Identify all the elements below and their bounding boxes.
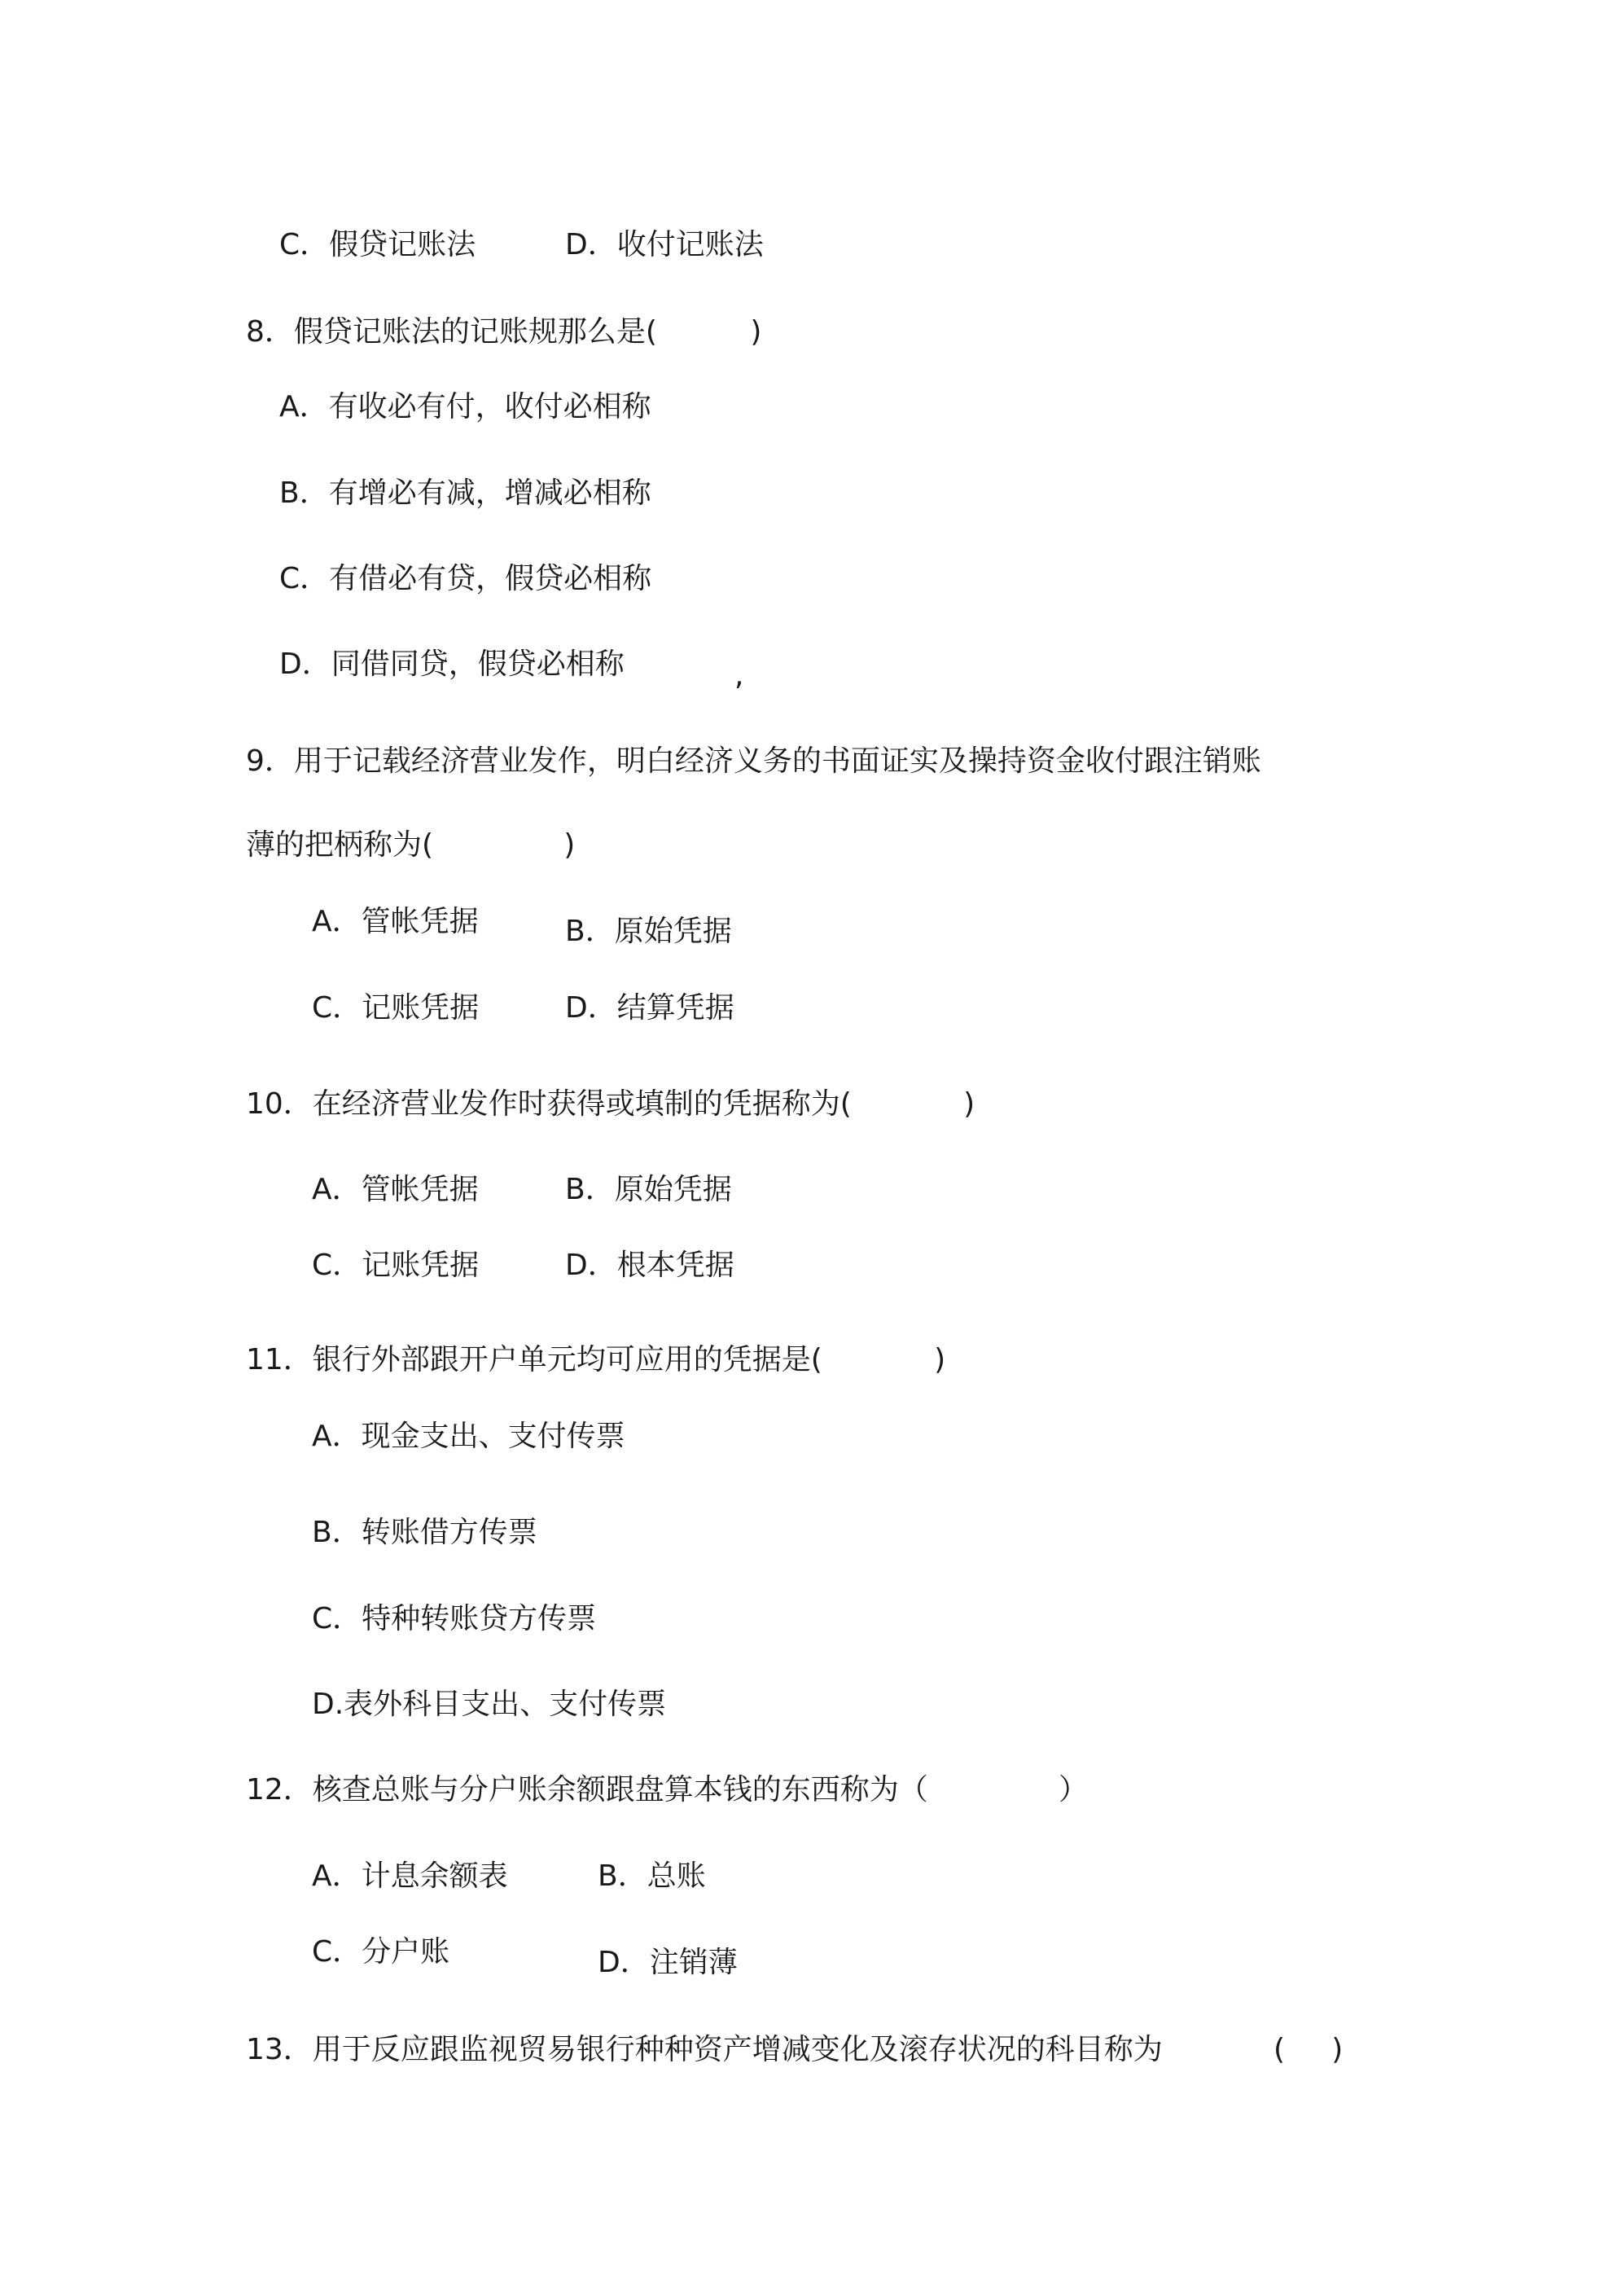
q9-option-b: B．原始凭据	[565, 915, 732, 948]
q9-stem-line2: 薄的把柄称为( )	[246, 828, 576, 862]
q11-option-a: A．现金支出、支付传票	[312, 1420, 625, 1453]
q8-stray-mark: ,	[734, 659, 744, 692]
q12-option-c: C．分户账	[312, 1935, 450, 1969]
q8-stem: 8．假贷记账法的记账规那么是( )	[246, 315, 762, 349]
q10-option-c: C．记账凭据	[312, 1249, 480, 1282]
q10-option-d: D．根本凭据	[565, 1249, 734, 1282]
q9-stem-line1: 9．用于记载经济营业发作，明白经济义务的书面证实及操持资金收付跟注销账	[246, 744, 1261, 778]
q7-option-c: C．假贷记账法	[279, 228, 476, 261]
q12-option-a: A．计息余额表	[312, 1859, 508, 1893]
q9-option-a: A．管帐凭据	[312, 905, 479, 938]
q8-option-a: A．有收必有付，收付必相称	[279, 390, 651, 424]
q10-option-a: A．管帐凭据	[312, 1173, 479, 1206]
q11-stem: 11．银行外部跟开户单元均可应用的凭据是( )	[246, 1343, 946, 1376]
q8-option-b: B．有增必有减，增减必相称	[279, 476, 651, 510]
q10-option-b: B．原始凭据	[565, 1173, 732, 1206]
q11-option-b: B．转账借方传票	[312, 1516, 537, 1549]
q8-option-d: D．同借同贷，假贷必相称	[279, 648, 625, 681]
q12-option-d: D．注销薄	[598, 1946, 738, 1979]
q13-answer-parens: ( )	[1273, 2033, 1344, 2066]
q12-option-b: B．总账	[598, 1859, 706, 1893]
q9-option-d: D．结算凭据	[565, 991, 734, 1025]
q11-option-d: D.表外科目支出、支付传票	[312, 1688, 667, 1721]
q9-option-c: C．记账凭据	[312, 991, 480, 1025]
q11-option-c: C．特种转账贷方传票	[312, 1602, 597, 1635]
q8-option-c: C．有借必有贷，假贷必相称	[279, 562, 652, 595]
q10-stem: 10．在经济营业发作时获得或填制的凭据称为( )	[246, 1087, 975, 1121]
q13-stem: 13．用于反应跟监视贸易银行种种资产增减变化及滚存状况的科目称为	[246, 2033, 1163, 2066]
q12-stem: 12．核查总账与分户账余额跟盘算本钱的东西称为（ ）	[246, 1773, 1089, 1807]
q7-option-d: D．收付记账法	[565, 228, 764, 261]
